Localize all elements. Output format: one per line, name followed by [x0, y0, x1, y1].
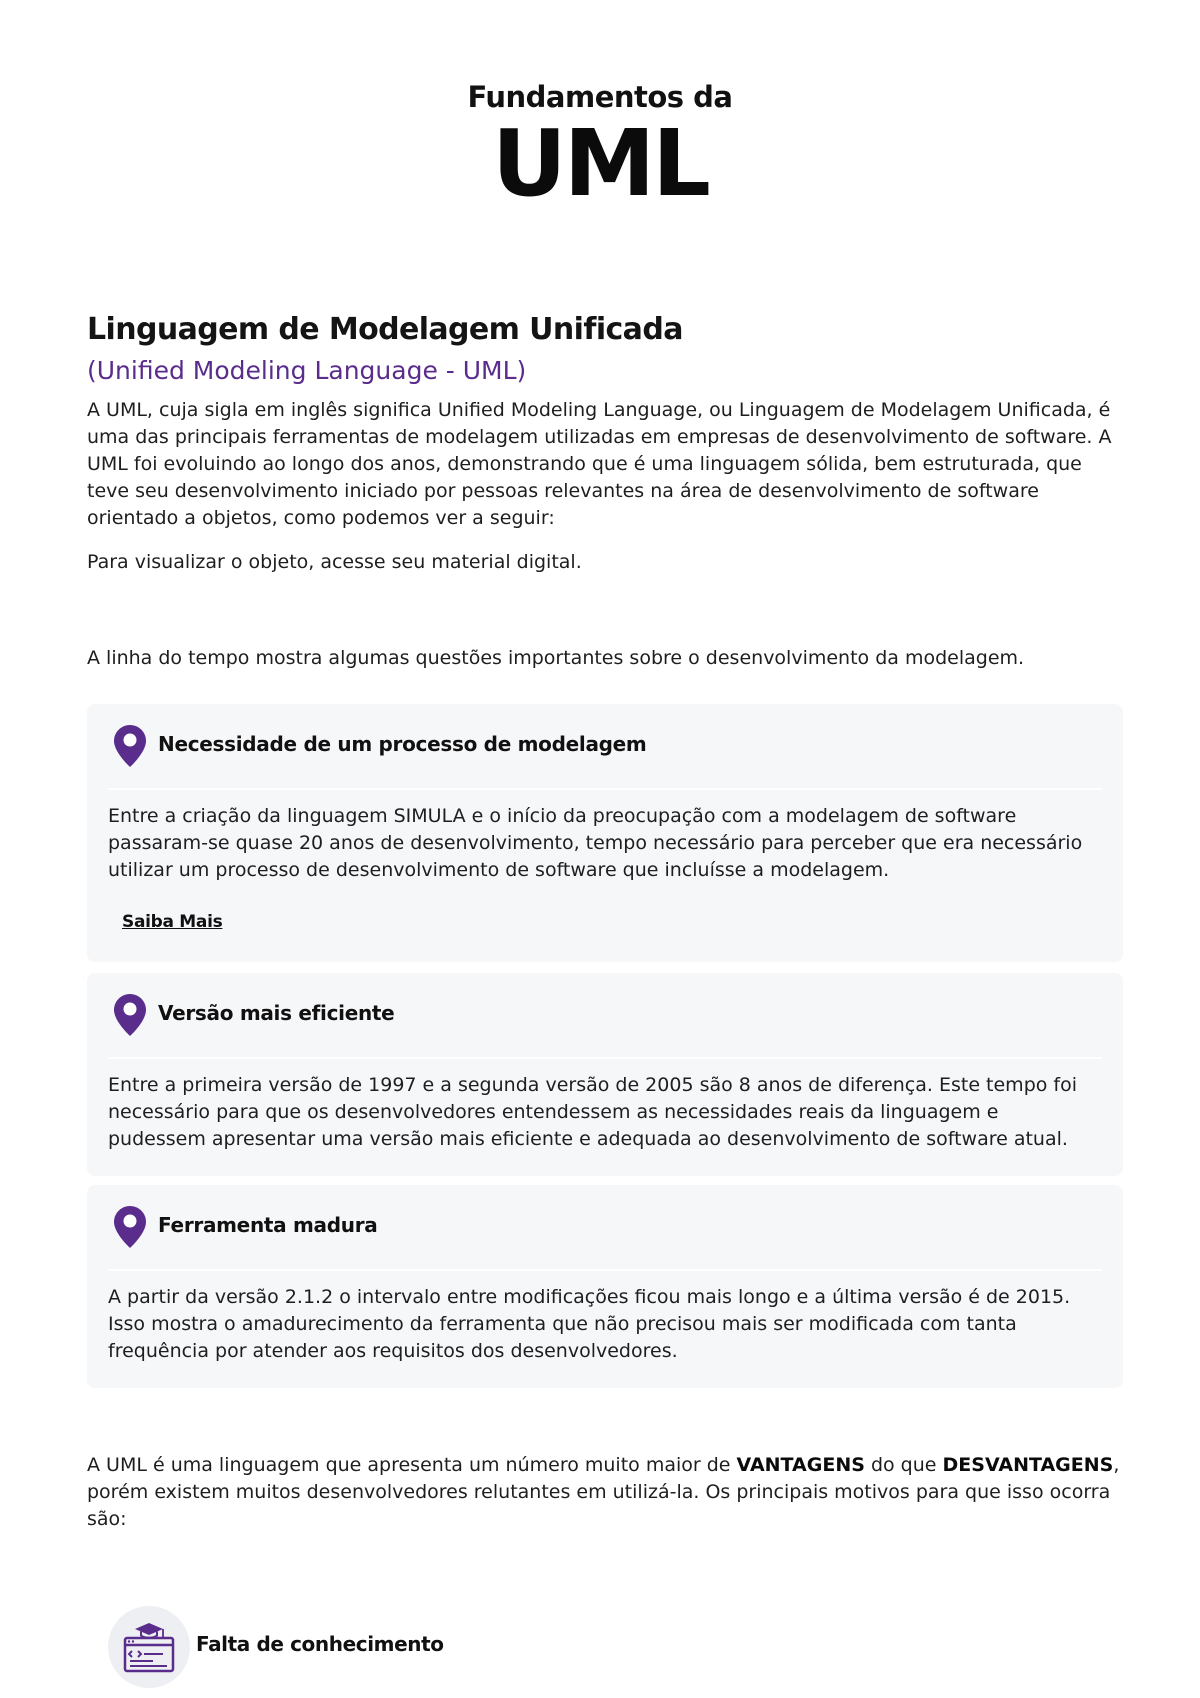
- advantages-keyword: VANTAGENS: [736, 1454, 865, 1476]
- section-title: Linguagem de Modelagem Unificada: [87, 312, 683, 347]
- timeline-card-title: Ferramenta madura: [158, 1213, 378, 1237]
- disadvantages-keyword: DESVANTAGENS: [942, 1454, 1114, 1476]
- advantages-paragraph: [87, 1452, 1123, 1533]
- timeline-card-text: Entre a criação da linguagem SIMULA e o início da preocupação com a modelagem de software passaram-se quase 20 anos de desenvolvimento, tempo necessário para perceber que era necessário utilizar um processo de desenvolvimento de software que incluísse a modelagem.: [108, 805, 1083, 881]
- timeline-card-title: Versão mais eficiente: [158, 1001, 395, 1025]
- graduation-code-window-icon: [108, 1606, 190, 1688]
- card-divider: [108, 1057, 1102, 1059]
- map-pin-icon: [113, 724, 147, 768]
- map-pin-icon: [113, 993, 147, 1037]
- timeline-card-text: A partir da versão 2.1.2 o intervalo entre modificações ficou mais longo e a última versão é de 2015. Isso mostra o amadurecimento da ferramenta que não precisou mais ser modificada com tanta frequência por atender aos requisitos dos desenvolvedores.: [108, 1286, 1071, 1362]
- timeline-card: [87, 973, 1123, 1176]
- digital-material-note: Para visualizar o objeto, acesse seu material digital.: [87, 551, 582, 573]
- advantages-text-after: , porém existem muitos desenvolvedores relutantes em utilizá-la. Os principais motivos para que isso ocorra são:: [87, 1454, 1120, 1530]
- feature-title: Falta de conhecimento: [196, 1632, 444, 1656]
- saiba-mais-link[interactable]: Saiba Mais: [122, 912, 223, 932]
- document-title: UML: [492, 110, 708, 217]
- timeline-card: [87, 704, 1123, 962]
- advantages-text-before: A UML é uma linguagem que apresenta um número muito maior de: [87, 1454, 737, 1476]
- intro-paragraph: A UML, cuja sigla em inglês significa Unified Modeling Language, ou Linguagem de Modelagem Unificada, é uma das principais ferramentas de modelagem utilizadas em empresas de desenvolvimento de software. A UML foi evoluindo ao longo dos anos, demonstrando que é uma linguagem sólida, bem estruturada, que teve seu desenvolvimento iniciado por pessoas relevantes na área de desenvolvimento de software orientado a objetos, como podemos ver a seguir:: [87, 399, 1112, 529]
- timeline-card: [87, 1185, 1123, 1388]
- document-subtitle: Fundamentos da: [467, 80, 733, 114]
- timeline-card-text: Entre a primeira versão de 1997 e a segunda versão de 2005 são 8 anos de diferença. Este tempo foi necessário para que os desenvolvedores entendessem as necessidades reais da linguagem e pudessem apresentar uma versão mais eficiente e adequada ao desenvolvimento de software atual.: [108, 1074, 1078, 1150]
- timeline-card-title: Necessidade de um processo de modelagem: [158, 732, 647, 756]
- section-subtitle: (Unified Modeling Language - UML): [87, 356, 527, 385]
- card-divider: [108, 788, 1102, 790]
- card-divider: [108, 1269, 1102, 1271]
- timeline-intro: A linha do tempo mostra algumas questões importantes sobre o desenvolvimento da modelagem.: [87, 647, 1025, 669]
- advantages-text-middle: do que: [864, 1454, 943, 1476]
- map-pin-icon: [113, 1205, 147, 1249]
